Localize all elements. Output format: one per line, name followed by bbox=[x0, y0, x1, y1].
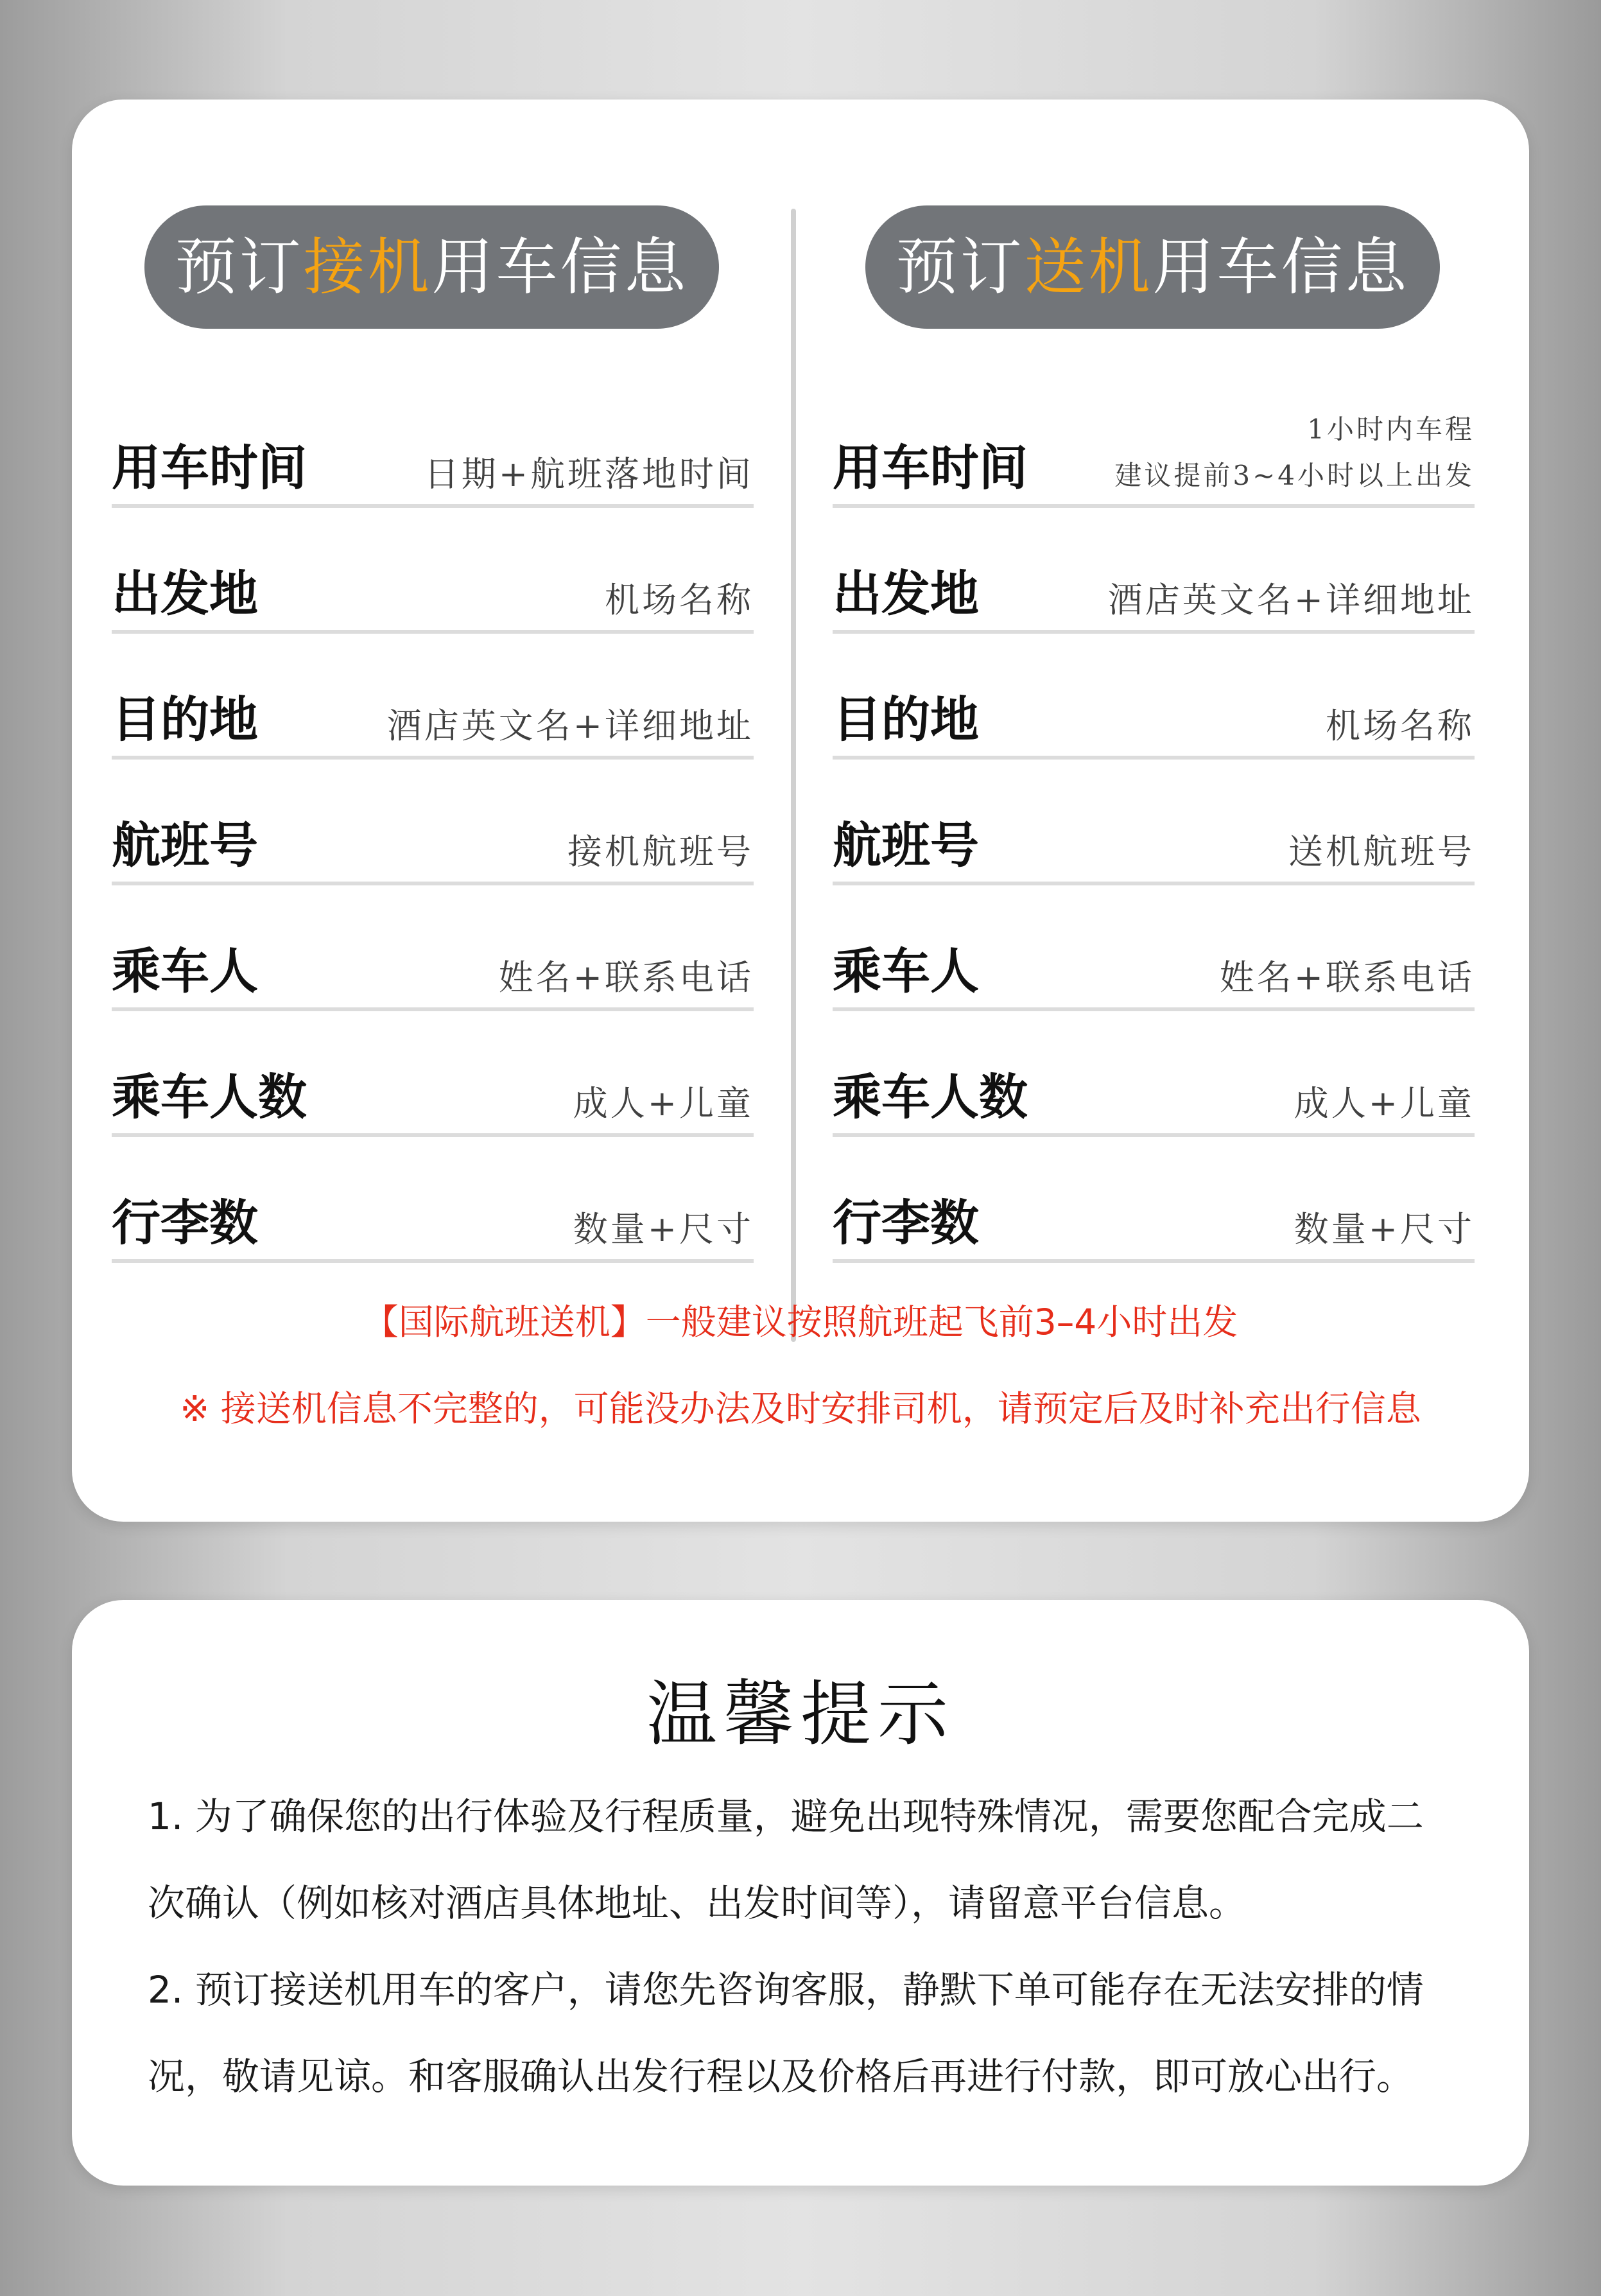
row-value: 姓名+联系电话 bbox=[1219, 957, 1475, 998]
row-value: 送机航班号 bbox=[1288, 831, 1475, 872]
row-label: 乘车人 bbox=[833, 943, 979, 1000]
pickup-row-destination bbox=[112, 634, 754, 760]
row-value-line: 建议提前3~4小时以上出发 bbox=[1114, 460, 1475, 491]
row-label: 用车时间 bbox=[833, 439, 1028, 496]
pickup-row-time bbox=[112, 382, 754, 508]
dropoff-info-list bbox=[833, 382, 1475, 1263]
row-label: 出发地 bbox=[833, 565, 979, 622]
column-divider bbox=[791, 209, 796, 1342]
pickup-title-suffix: 用车信息 bbox=[431, 231, 689, 303]
row-value-line: 1小时内车程 bbox=[1307, 413, 1475, 445]
tips-card bbox=[72, 1600, 1529, 2186]
row-label: 目的地 bbox=[112, 691, 258, 748]
pickup-row-passenger-count bbox=[112, 1011, 754, 1137]
pickup-row-luggage bbox=[112, 1137, 754, 1263]
dropoff-row-passenger bbox=[833, 885, 1475, 1011]
booking-info-card bbox=[72, 100, 1529, 1522]
pickup-row-passenger bbox=[112, 885, 754, 1011]
row-value: 数量+尺寸 bbox=[573, 1209, 754, 1249]
incomplete-info-warning: ※ 接送机信息不完整的，可能没办法及时安排司机，请预定后及时补充出行信息 bbox=[180, 1388, 1421, 1429]
row-value: 机场名称 bbox=[605, 580, 754, 620]
row-label: 航班号 bbox=[112, 817, 258, 874]
pickup-title-highlight: 接机 bbox=[303, 231, 432, 303]
tip-line: 2. 预订接送机用车的客户，请您先咨询客服，静默下单可能存在无法安排的情 bbox=[148, 1968, 1424, 2012]
row-label: 乘车人 bbox=[112, 943, 258, 1000]
row-label: 目的地 bbox=[833, 691, 979, 748]
row-label: 乘车人数 bbox=[833, 1068, 1028, 1126]
row-label: 出发地 bbox=[112, 565, 258, 622]
row-label: 乘车人数 bbox=[112, 1068, 307, 1126]
row-value: 接机航班号 bbox=[567, 831, 754, 872]
row-value: 日期+航班落地时间 bbox=[424, 454, 754, 494]
pickup-info-list bbox=[112, 382, 754, 1263]
pickup-row-flight bbox=[112, 760, 754, 885]
tips-title: 温馨提示 bbox=[646, 1673, 955, 1755]
pickup-row-origin bbox=[112, 508, 754, 634]
dropoff-row-destination bbox=[833, 634, 1475, 760]
international-flight-note: 【国际航班送机】一般建议按照航班起飞前3–4小时出发 bbox=[363, 1301, 1238, 1343]
row-label: 行李数 bbox=[833, 1194, 979, 1251]
row-divider bbox=[112, 1259, 754, 1263]
dropoff-section-title bbox=[865, 205, 1440, 329]
row-label: 行李数 bbox=[112, 1194, 258, 1251]
dropoff-title-prefix: 预订 bbox=[896, 231, 1025, 303]
dropoff-row-origin bbox=[833, 508, 1475, 634]
dropoff-title-suffix: 用车信息 bbox=[1152, 231, 1410, 303]
pickup-title-prefix: 预订 bbox=[175, 231, 304, 303]
row-value: 姓名+联系电话 bbox=[498, 957, 754, 998]
dropoff-title-highlight: 送机 bbox=[1024, 231, 1153, 303]
dropoff-row-luggage bbox=[833, 1137, 1475, 1263]
tip-line: 况，敬请见谅。和客服确认出发行程以及价格后再进行付款，即可放心出行。 bbox=[148, 2055, 1414, 2098]
dropoff-row-flight bbox=[833, 760, 1475, 885]
row-value: 酒店英文名+详细地址 bbox=[386, 706, 754, 746]
row-value: 机场名称 bbox=[1326, 706, 1475, 746]
row-label: 用车时间 bbox=[112, 439, 307, 496]
dropoff-row-time bbox=[833, 382, 1475, 508]
row-label: 航班号 bbox=[833, 817, 979, 874]
row-value bbox=[1114, 406, 1475, 499]
row-value: 酒店英文名+详细地址 bbox=[1107, 580, 1475, 620]
row-value: 成人+儿童 bbox=[1294, 1083, 1475, 1124]
pickup-section-title bbox=[144, 205, 719, 329]
dropoff-row-passenger-count bbox=[833, 1011, 1475, 1137]
row-divider bbox=[833, 1259, 1475, 1263]
row-value: 成人+儿童 bbox=[573, 1083, 754, 1124]
tip-line: 1. 为了确保您的出行体验及行程质量，避免出现特殊情况，需要您配合完成二 bbox=[148, 1795, 1424, 1838]
tip-line: 次确认（例如核对酒店具体地址、出发时间等），请留意平台信息。 bbox=[148, 1881, 1247, 1925]
row-value: 数量+尺寸 bbox=[1294, 1209, 1475, 1249]
